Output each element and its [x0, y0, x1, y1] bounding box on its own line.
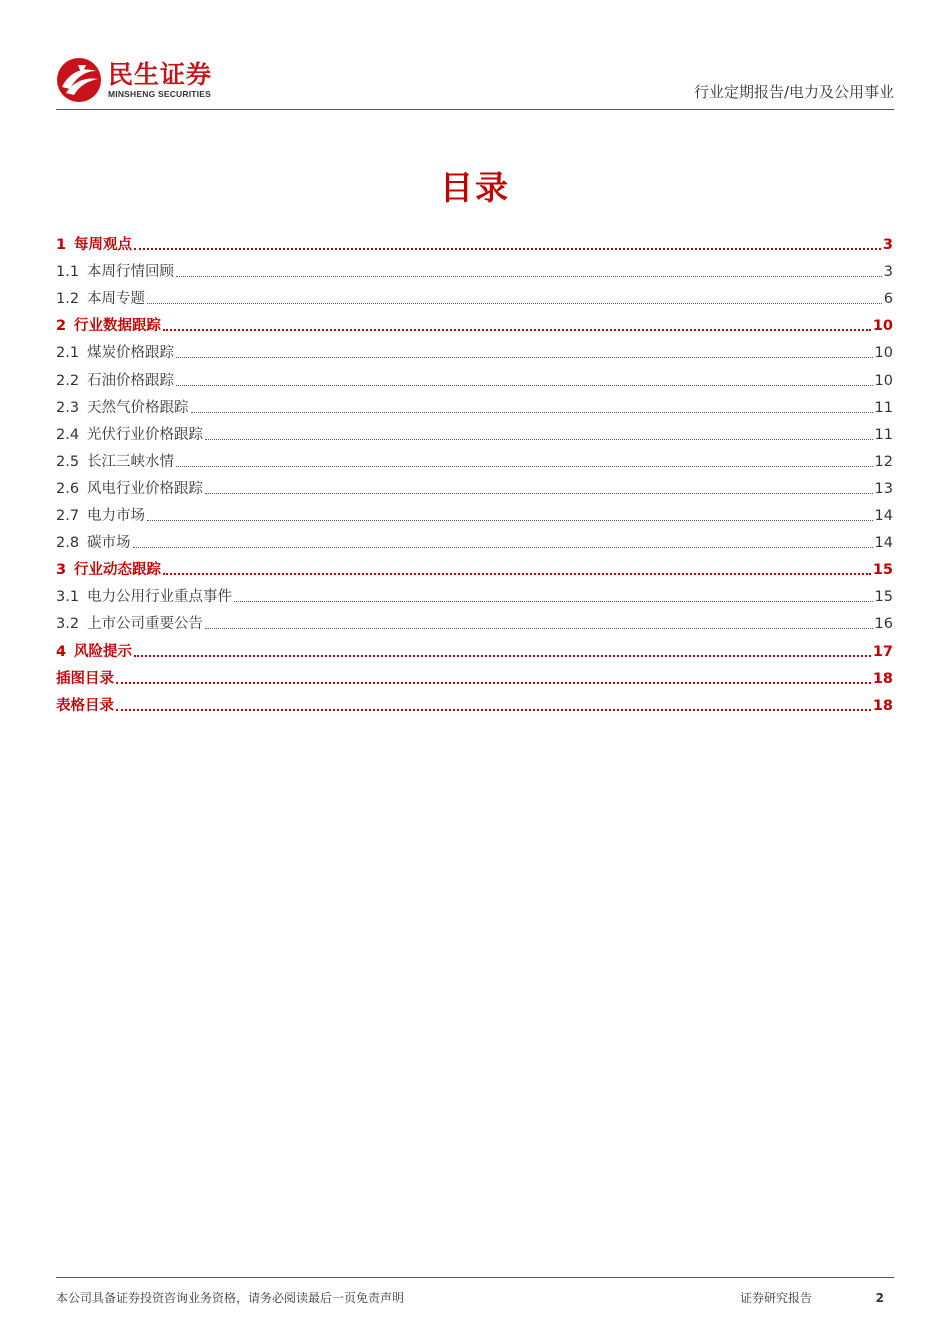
toc-dot-leader — [205, 439, 873, 440]
toc-dot-leader — [205, 628, 873, 629]
toc-entry-number: 3 — [56, 562, 67, 579]
toc-entry-label: 上市公司重要公告 — [87, 616, 203, 633]
toc-dot-leader — [134, 248, 881, 250]
toc-entry-label: 插图目录 — [56, 670, 114, 687]
logo-english-name: MINSHENG SECURITIES — [108, 88, 211, 99]
footer-doc-type: 证券研究报告 — [740, 1291, 813, 1305]
toc-entry-page: 3 — [883, 264, 893, 281]
toc-entry-section[interactable] — [56, 472, 893, 499]
toc-dot-leader — [163, 573, 871, 575]
toc-entry-section[interactable] — [56, 363, 893, 390]
toc-entry-number: 1.2 — [56, 291, 80, 308]
toc-entry-page: 6 — [883, 291, 893, 308]
toc-entry-page: 16 — [874, 616, 893, 633]
toc-entry-chapter[interactable] — [56, 689, 893, 716]
toc-entry-label: 风险提示 — [74, 643, 132, 660]
toc-dot-leader — [163, 329, 871, 331]
toc-entry-section[interactable] — [56, 445, 893, 472]
toc-entry-number: 2.7 — [56, 508, 80, 525]
header-divider — [56, 109, 894, 110]
toc-dot-leader — [116, 682, 871, 684]
toc-entry-chapter[interactable] — [56, 553, 893, 580]
toc-entry-section[interactable] — [56, 418, 893, 445]
toc-dot-leader — [234, 601, 873, 602]
toc-entry-number: 1 — [56, 237, 67, 254]
toc-entry-section[interactable] — [56, 336, 893, 363]
toc-dot-leader — [147, 303, 882, 304]
toc-dot-leader — [176, 276, 882, 277]
toc-entry-number: 3.2 — [56, 616, 80, 633]
toc-entry-number: 4 — [56, 643, 67, 660]
toc-entry-number: 3.1 — [56, 589, 80, 606]
toc-entry-chapter[interactable] — [56, 309, 893, 336]
toc-entry-page: 18 — [872, 670, 893, 687]
toc-entry-page: 11 — [874, 399, 893, 416]
toc-entry-number: 2.4 — [56, 426, 80, 443]
toc-entry-chapter[interactable] — [56, 634, 893, 661]
toc-entry-label: 碳市场 — [87, 535, 131, 552]
toc-entry-number: 2.2 — [56, 372, 80, 389]
toc-entry-label: 电力公用行业重点事件 — [87, 589, 232, 606]
toc-entry-page: 15 — [874, 589, 893, 606]
toc-entry-number: 2.1 — [56, 345, 80, 362]
toc-entry-section[interactable] — [56, 607, 893, 634]
toc-entry-page: 11 — [874, 426, 893, 443]
toc-entry-page: 15 — [872, 562, 893, 579]
toc-entry-section[interactable] — [56, 282, 893, 309]
minsheng-emblem-icon — [56, 57, 102, 103]
toc-entry-number: 1.1 — [56, 264, 80, 281]
toc-entry-label: 电力市场 — [87, 508, 145, 525]
toc-entry-chapter[interactable] — [56, 228, 893, 255]
footer-disclaimer: 本公司具备证券投资咨询业务资格，请务必阅读最后一页免责声明 — [56, 1291, 405, 1305]
toc-dot-leader — [147, 520, 873, 521]
toc-entry-number: 2.3 — [56, 399, 80, 416]
toc-entry-section[interactable] — [56, 526, 893, 553]
toc-entry-number: 2.6 — [56, 480, 80, 497]
toc-dot-leader — [116, 709, 871, 711]
toc-dot-leader — [134, 655, 871, 657]
toc-entry-page: 12 — [874, 453, 893, 470]
toc-entry-label: 风电行业价格跟踪 — [87, 480, 203, 497]
toc-entry-label: 光伏行业价格跟踪 — [87, 426, 203, 443]
toc-entry-number: 2.5 — [56, 453, 80, 470]
brand-logo — [56, 54, 212, 106]
footer-divider — [56, 1277, 894, 1278]
toc-entry-label: 石油价格跟踪 — [87, 372, 174, 389]
report-type: 行业定期报告/电力及公用事业 — [693, 83, 894, 101]
toc-dot-leader — [176, 385, 873, 386]
toc-entry-label: 每周观点 — [74, 237, 132, 254]
toc-entry-page: 10 — [874, 372, 893, 389]
toc-entry-label: 长江三峡水情 — [87, 453, 174, 470]
logo-chinese-name: 民生证券 — [108, 59, 213, 89]
toc-entry-page: 14 — [874, 508, 893, 525]
toc-entry-section[interactable] — [56, 255, 893, 282]
toc-entry-label: 煤炭价格跟踪 — [87, 345, 174, 362]
toc-entry-section[interactable] — [56, 580, 893, 607]
toc-entry-page: 10 — [874, 345, 893, 362]
toc-dot-leader — [191, 412, 873, 413]
toc-entry-page: 17 — [872, 643, 893, 660]
toc-dot-leader — [205, 493, 873, 494]
page-title: 目录 — [440, 168, 510, 207]
toc-dot-leader — [176, 466, 873, 467]
toc-entry-section[interactable] — [56, 499, 893, 526]
page-number: 2 — [875, 1291, 884, 1305]
toc-entry-label: 行业数据跟踪 — [74, 318, 161, 335]
toc-entry-chapter[interactable] — [56, 662, 893, 689]
toc-entry-page: 3 — [882, 237, 893, 254]
toc-entry-number: 2 — [56, 318, 67, 335]
page-header — [56, 54, 894, 110]
toc-entry-page: 13 — [874, 480, 893, 497]
toc-dot-leader — [133, 547, 873, 548]
toc-entry-number: 2.8 — [56, 535, 80, 552]
table-of-contents — [56, 228, 893, 716]
toc-dot-leader — [176, 357, 873, 358]
toc-entry-page: 10 — [872, 318, 893, 335]
toc-entry-page: 18 — [872, 697, 893, 714]
toc-entry-section[interactable] — [56, 391, 893, 418]
toc-entry-label: 天然气价格跟踪 — [87, 399, 189, 416]
toc-entry-label: 表格目录 — [56, 697, 114, 714]
toc-entry-label: 本周行情回顾 — [87, 264, 174, 281]
toc-entry-label: 本周专题 — [87, 291, 145, 308]
toc-entry-page: 14 — [874, 535, 893, 552]
toc-entry-label: 行业动态跟踪 — [74, 562, 161, 579]
